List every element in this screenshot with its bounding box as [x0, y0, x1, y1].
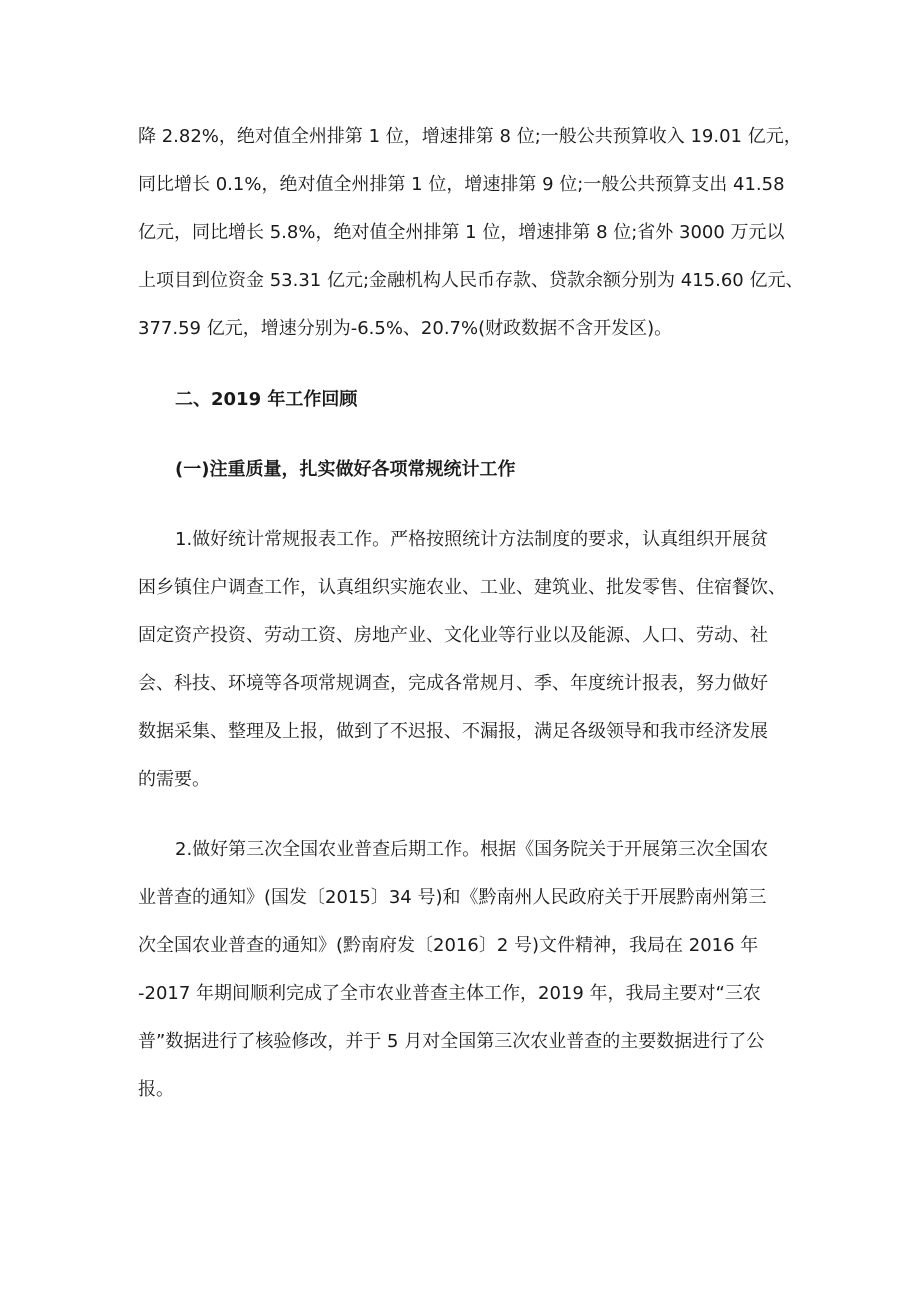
intro-line-4: 上项目到位资金 53.31 亿元;金融机构人民币存款、贷款余额分别为 415.60 亿元、: [138, 270, 804, 291]
paragraph-2-line-2: 业普查的通知》(国发〔2015〕34 号)和《黔南州人民政府关于开展黔南州第三: [138, 887, 767, 908]
subsection-heading: (一)注重质量，扎实做好各项常规统计工作: [175, 459, 516, 480]
paragraph-2-line-6: 报。: [138, 1079, 174, 1100]
paragraph-2-line-3: 次全国农业普查的通知》(黔南府发〔2016〕2 号)文件精神，我局在 2016 年: [138, 935, 759, 956]
paragraph-2-line-4: -2017 年期间顺利完成了全市农业普查主体工作，2019 年，我局主要对“三农: [138, 983, 761, 1004]
intro-line-1: 降 2.82%，绝对值全州排第 1 位，增速排第 8 位;一般公共预算收入 19.01 亿元，: [138, 126, 802, 147]
paragraph-1-line-5: 数据采集、整理及上报，做到了不迟报、不漏报，满足各级领导和我市经济发展: [138, 721, 768, 742]
paragraph-1-line-2: 困乡镇住户调查工作，认真组织实施农业、工业、建筑业、批发零售、住宿餐饮、: [138, 577, 786, 598]
paragraph-2-line-5: 普”数据进行了核验修改，并于 5 月对全国第三次农业普查的主要数据进行了公: [138, 1031, 765, 1052]
section-heading: 二、2019 年工作回顾: [175, 389, 358, 410]
intro-line-2: 同比增长 0.1%，绝对值全州排第 1 位，增速排第 9 位;一般公共预算支出 41.58: [138, 174, 785, 195]
intro-line-5: 377.59 亿元，增速分别为-6.5%、20.7%(财政数据不含开发区)。: [138, 318, 673, 339]
paragraph-1-line-1: 1.做好统计常规报表工作。严格按照统计方法制度的要求，认真组织开展贫: [175, 529, 769, 550]
paragraph-1-line-3: 固定资产投资、劳动工资、房地产业、文化业等行业以及能源、人口、劳动、社: [138, 625, 768, 646]
paragraph-2-line-1: 2.做好第三次全国农业普查后期工作。根据《国务院关于开展第三次全国农: [175, 839, 769, 860]
paragraph-1-line-4: 会、科技、环境等各项常规调查，完成各常规月、季、年度统计报表，努力做好: [138, 673, 768, 694]
intro-line-3: 亿元，同比增长 5.8%，绝对值全州排第 1 位，增速排第 8 位;省外 3000 万元以: [138, 222, 785, 243]
paragraph-1-line-6: 的需要。: [138, 769, 210, 790]
